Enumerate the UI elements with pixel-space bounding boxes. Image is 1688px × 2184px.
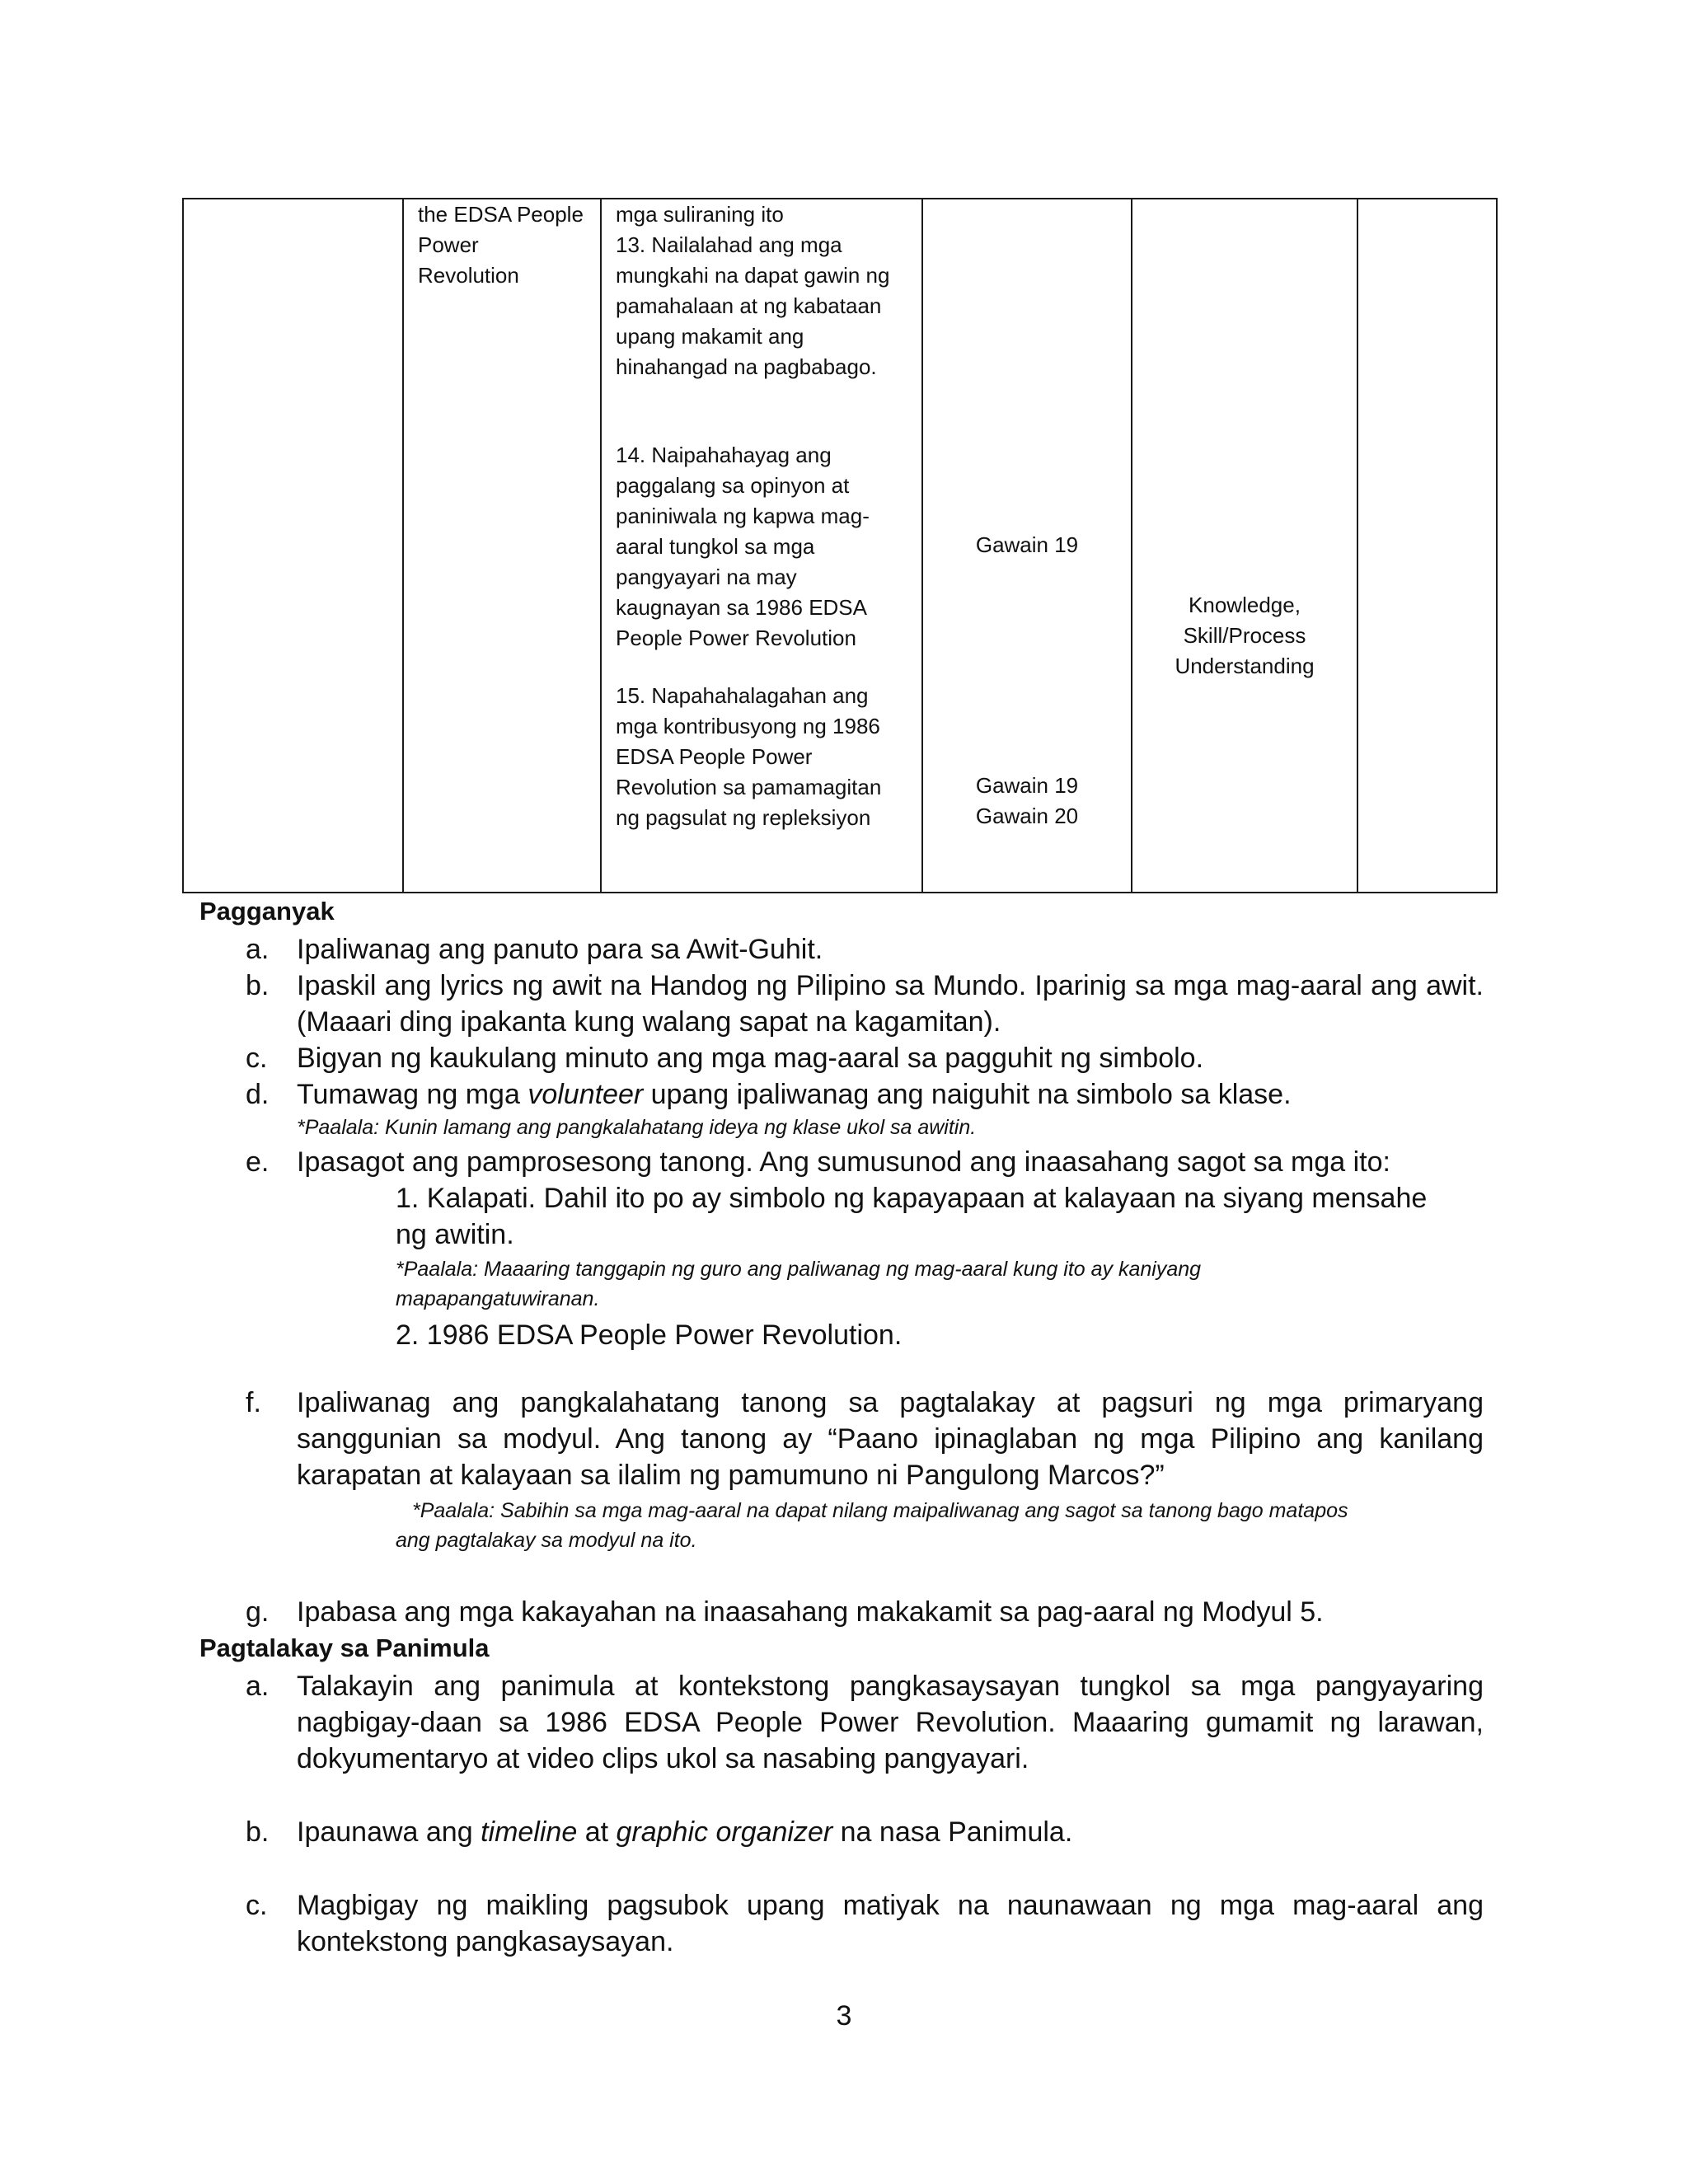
list-marker: b.	[246, 970, 270, 1001]
table-cell-topic: the EDSA People Power Revolution	[418, 202, 584, 288]
emphasis-text: timeline	[481, 1816, 578, 1848]
list-item: Ipaliwanag ang panuto para sa Awit-Guhit.	[297, 934, 823, 965]
list-marker: c.	[246, 1890, 268, 1921]
list-marker: e.	[246, 1146, 270, 1178]
list-marker: g.	[246, 1596, 270, 1628]
table-cell-competency-15: 15. Napahahalagahan ang mga kontribusyong ng 1986 EDSA People Power Revolution sa pamamagitan ng pagsulat ng repleksiyon	[616, 683, 882, 830]
page-number: 3	[836, 2000, 852, 2032]
table-bottom-border	[182, 892, 1498, 893]
text-run: Ipaunawa ang	[297, 1816, 481, 1848]
table-column-divider	[182, 198, 184, 893]
list-marker: c.	[246, 1043, 268, 1074]
table-column-divider	[1131, 198, 1132, 893]
list-item	[297, 1814, 1484, 1850]
list-marker: d.	[246, 1079, 270, 1110]
table-cell-activity-14: Gawain 19	[975, 532, 1079, 557]
list-item: Ipabasa ang mga kakayahan na inaasahang makakamit sa pag-aaral ng Modyul 5.	[297, 1596, 1324, 1628]
reminder-note: *Paalala: Maaaring tanggapin ng guro ang paliwanag ng mag-aaral kung ito ay kaniyang mapapangatuwiranan.	[396, 1258, 1202, 1310]
list-item: Ipaliwanag ang pangkalahatang tanong sa pagtalakay at pagsuri ng mga primaryang sanggunian sa modyul. Ang tanong ay “Paano ipinaglaban ng mga Pilipino ang kanilang karapatan at kalayaan sa ilalim ng pamumuno ni Pangulong Marcos?”	[297, 1387, 1484, 1491]
list-item: Bigyan ng kaukulang minuto ang mga mag-aaral sa pagguhit ng simbolo.	[297, 1043, 1204, 1074]
list-item: Magbigay ng maikling pagsubok upang matiyak na naunawaan ng mga mag-aaral ang kontekstong pangkasaysayan.	[297, 1890, 1484, 1957]
table-cell-competency-14: 14. Naipahahayag ang paggalang sa opinyon at paniniwala ng kapwa mag- aaral tungkol sa mga pangyayari na may kaugnayan sa 1986 EDSA People Power Revolution	[616, 443, 870, 650]
list-item: Ipasagot ang pamprosesong tanong. Ang sumusunod ang inaasahang sagot sa mga ito:	[297, 1146, 1390, 1178]
reminder-note: *Paalala: Kunin lamang ang pangkalahatang ideya ng klase ukol sa awitin.	[297, 1116, 977, 1139]
table-column-divider	[1357, 198, 1358, 893]
emphasis-text: graphic organizer	[616, 1816, 833, 1848]
text-run: na nasa Panimula.	[832, 1816, 1073, 1848]
table-column-divider	[600, 198, 602, 893]
table-cell-assessment-type: Knowledge, Skill/Process Understanding	[1175, 593, 1315, 678]
section-heading-pagganyak: Pagganyak	[199, 897, 335, 926]
reminder-note: ang pagtalakay sa modyul na ito.	[396, 1529, 697, 1552]
text-run: Tumawag ng mga	[297, 1079, 528, 1110]
table-cell-activity-15: Gawain 19 Gawain 20	[975, 773, 1079, 828]
list-marker: a.	[246, 934, 270, 965]
text-run: at	[577, 1816, 617, 1848]
list-marker: f.	[246, 1387, 261, 1418]
list-marker: b.	[246, 1816, 270, 1848]
table-column-divider	[1496, 198, 1498, 893]
list-item	[297, 1076, 1484, 1113]
table-column-divider	[402, 198, 404, 893]
emphasis-text: volunteer	[528, 1079, 644, 1110]
text-run: upang ipaliwanag ang naiguhit na simbolo sa klase.	[643, 1079, 1292, 1110]
section-heading-pagtalakay: Pagtalakay sa Panimula	[199, 1633, 490, 1662]
expected-answer: 2. 1986 EDSA People Power Revolution.	[396, 1319, 903, 1351]
table-cell-competency-13: mga suliraning ito 13. Nailalahad ang mga mungkahi na dapat gawin ng pamahalaan at ng kabataan upang makamit ang hinahangad na pagbabago.	[616, 202, 890, 379]
list-item: Ipaskil ang lyrics ng awit na Handog ng Pilipino sa Mundo. Iparinig sa mga mag-aaral ang awit. (Maaari ding ipakanta kung walang sapat na kagamitan).	[297, 970, 1484, 1038]
list-item: Talakayin ang panimula at kontekstong pangkasaysayan tungkol sa mga pangyayaring nagbigay-daan sa 1986 EDSA People Power Revolution. Maaaring gumamit ng larawan, dokyumentaryo at video clips ukol sa nasabing pangyayari.	[297, 1671, 1484, 1774]
reminder-note: *Paalala: Sabihin sa mga mag-aaral na dapat nilang maipaliwanag ang sagot sa tanong bago matapos	[412, 1499, 1348, 1522]
list-marker: a.	[246, 1671, 270, 1702]
expected-answer: 1. Kalapati. Dahil ito po ay simbolo ng kapayapaan at kalayaan na siyang mensahe ng awitin.	[396, 1183, 1428, 1250]
